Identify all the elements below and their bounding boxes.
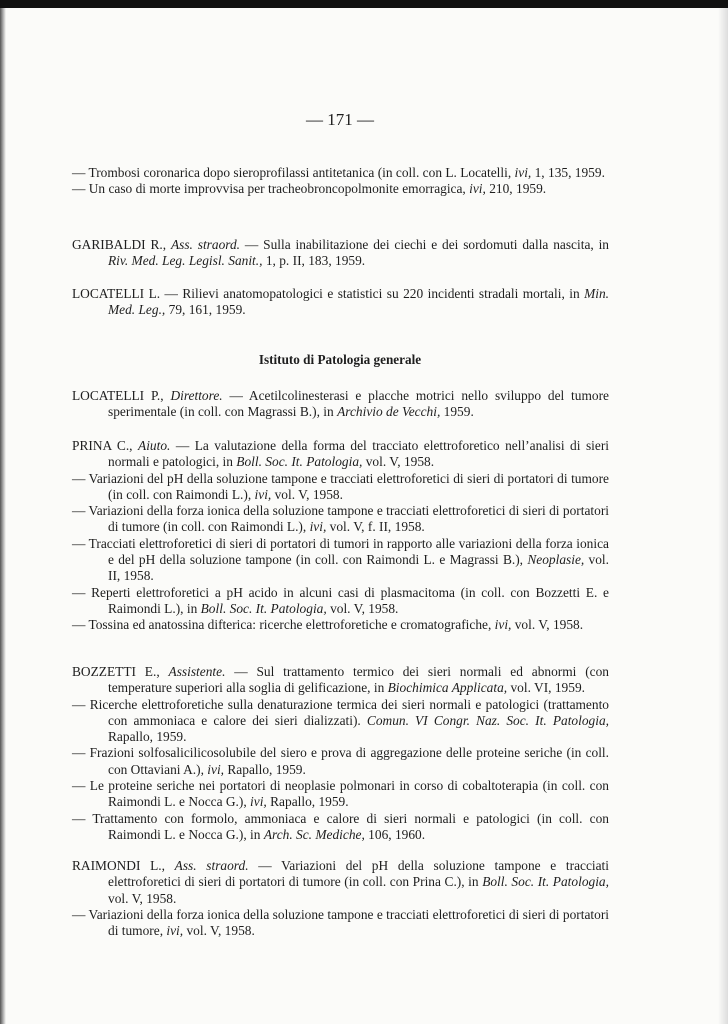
entry-text: — Un caso di morte improvvisa per tracheobroncopolmonite emorragica, [72, 181, 470, 197]
italic-citation-text: Riv. Med. Leg. Legisl. Sanit., [108, 253, 263, 269]
entry-text: vol. V, 1958. [271, 486, 343, 502]
entry-text: LOCATELLI P., [72, 388, 171, 403]
italic-citation-text: Direttore. [170, 388, 223, 403]
entry-text: — Reperti elettroforetici a pH acido in alcuni casi di plasmacitoma (in coll. con Bozzetti E. e Raimondi L.), in [72, 584, 609, 616]
entry-text: 210, 1959. [485, 181, 547, 197]
italic-citation-text: Ass. straord. [174, 858, 249, 873]
bibliography-entry [72, 181, 609, 197]
entry-text: vol. V, 1958. [183, 923, 255, 939]
bibliography-block [72, 165, 609, 198]
italic-citation-text: ivi, [254, 486, 272, 502]
bibliography-entry [72, 388, 609, 421]
bibliography-block [72, 237, 609, 270]
entry-text: vol. VI, 1959. [507, 680, 585, 696]
bibliography-entry [72, 536, 609, 585]
scan-left-edge [0, 8, 6, 1024]
italic-citation-text: Boll. Soc. It. Patologia, [236, 454, 363, 470]
entry-text: RAIMONDI L., [72, 858, 175, 873]
entry-text: 1, p. II, 183, 1959. [262, 253, 366, 269]
bibliography-block [72, 858, 609, 939]
entry-text: BOZZETTI E., [72, 664, 169, 679]
entry-text: vol. V, 1958. [362, 454, 435, 470]
entry-text: — Variazioni della forza ionica della soluzione tampone e tracciati elettroforetici di sieri di portatori di tumore (in coll. con Raimondi L.), [72, 503, 609, 535]
entry-text: Rapallo, 1959. [266, 794, 349, 810]
entry-text: — Variazioni del pH della soluzione tampone e tracciati elettroforetici di sieri di portatori di tumore (in coll. con Prina C.), in [108, 858, 609, 890]
entry-text: vol. V, 1958. [108, 890, 177, 906]
entry-text: Rapallo, 1959. [224, 761, 306, 777]
italic-citation-text: Arch. Sc. Mediche, [263, 826, 365, 842]
italic-citation-text: Neoplasie, [527, 552, 585, 568]
entry-text: Rapallo, 1959. [108, 729, 187, 745]
italic-citation-text: Boll. Soc. It. Patologia, [200, 600, 327, 616]
entry-text: 1, 135, 1959. [531, 165, 605, 180]
bibliography-block [72, 664, 609, 843]
italic-citation-text: ivi, [514, 165, 532, 180]
bibliography-block [72, 438, 609, 634]
entry-text: — Le proteine seriche nei portatori di neoplasie polmonari in corso di cobaltoterapia (in coll. con Raimondi L. e Nocca G.), [72, 778, 609, 810]
page-number: — 171 — [306, 110, 374, 129]
entry-text: 106, 1960. [364, 826, 426, 842]
entry-text: — Tracciati elettroforetici di sieri di portatori di tumori in rapporto alle variazioni della forza ionica e del pH della soluzione tampone (in coll. con Raimondi L. e Magrassi B.), [72, 535, 609, 568]
italic-citation-text: Biochimica Applicata, [387, 680, 508, 696]
bibliography-block [72, 286, 609, 319]
italic-citation-text: ivi, [494, 617, 512, 633]
entry-text: LOCATELLI L. — Rilievi anatomopatologici e statistici su 220 incidenti stradali mortali, in [72, 286, 585, 301]
italic-citation-text: Assistente. [168, 664, 226, 679]
bibliography-entry [72, 503, 609, 536]
italic-citation-text: Ass. straord. [170, 237, 241, 252]
entry-text: — Trombosi coronarica dopo sieroprofilassi antitetanica (in coll. con L. Locatelli, [72, 165, 515, 180]
entry-text: — Ricerche elettroforetiche sulla denaturazione termica dei sieri normali e patologici (trattamento con ammoniaca e calore dei sieri dializzati). [72, 696, 609, 728]
bibliography-entry [72, 778, 609, 811]
entry-text: PRINA C., [72, 438, 139, 453]
bibliography-entry [72, 907, 609, 940]
bibliography-entry [72, 811, 609, 844]
entry-text: — Variazioni del pH della soluzione tampone e tracciati elettroforetici di sieri di portatori di tumore (in coll. con Raimondi L.), [72, 470, 609, 502]
bibliography-block [72, 388, 609, 421]
entry-text: — Sul trattamento termico dei sieri normali ed abnormi (con temperature superiori alla soglia di gelificazione, in [108, 664, 610, 696]
bibliography-entry [72, 745, 609, 778]
entry-text: vol. II, 1958. [108, 552, 610, 584]
entry-text: — Variazioni della forza ionica della soluzione tampone e tracciati elettroforetici di sieri di portatori di tumore, [72, 906, 609, 939]
bibliography-entry [72, 438, 609, 471]
bibliography-entry [72, 471, 609, 504]
italic-citation-text: ivi, [250, 794, 267, 810]
italic-citation-text: ivi, [166, 923, 184, 939]
bibliography-entry [72, 585, 609, 618]
entry-text: — La valutazione della forma del tracciato elettroforetico nell’analisi di sieri normali e patologici, in [108, 438, 609, 470]
bibliography-entry [72, 286, 609, 319]
bibliography-entry [72, 697, 609, 746]
bibliography-entry [72, 617, 609, 633]
entry-text: vol. V, 1958. [511, 617, 584, 633]
entry-text: 1959. [440, 404, 474, 420]
entry-text: GARIBALDI R., [72, 237, 171, 252]
entry-text: vol. V, 1958. [326, 600, 399, 616]
entry-text: — Sulla inabilitazione dei ciechi e dei sordomuti dalla nascita, in [240, 237, 609, 252]
bibliography-entry [72, 165, 609, 181]
scan-top-border [0, 0, 728, 8]
italic-citation-text: ivi, [309, 519, 327, 535]
bibliography-entry [72, 858, 609, 907]
italic-citation-text: ivi, [207, 761, 225, 777]
entry-text: 79, 161, 1959. [165, 302, 246, 318]
italic-citation-text: Min. Med. Leg., [108, 286, 609, 318]
entry-text: — Tossina ed anatossina difterica: ricerche elettroforetiche e cromatografiche, [72, 617, 495, 633]
entry-text: vol. V, f. II, 1958. [326, 519, 425, 535]
italic-citation-text: Archivio de Vecchi, [337, 404, 441, 420]
bibliography-entry [72, 237, 609, 270]
italic-citation-text: Aiuto. [138, 438, 171, 453]
bibliography-entry [72, 664, 609, 697]
entry-text: — Acetilcolinesterasi e placche motrici nello sviluppo del tumore sperimentale (in coll. con Magrassi B.), in [108, 388, 609, 420]
section-heading: Istituto di Patologia generale [258, 352, 422, 367]
italic-citation-text: Boll. Soc. It. Patologia, [482, 874, 609, 890]
italic-citation-text: Comun. VI Congr. Naz. Soc. It. Patologia, [366, 712, 609, 728]
scan-right-edge [718, 8, 728, 1024]
entry-text: — Trattamento con formolo, ammoniaca e calore di sieri normali e patologici (in coll. con Raimondi L. e Nocca G.), in [72, 810, 609, 842]
entry-text: — Frazioni solfosalicilicosolubile del siero e prova di aggregazione delle proteine seriche (in coll. con Ottaviani A.), [72, 745, 609, 777]
italic-citation-text: ivi, [469, 181, 486, 197]
